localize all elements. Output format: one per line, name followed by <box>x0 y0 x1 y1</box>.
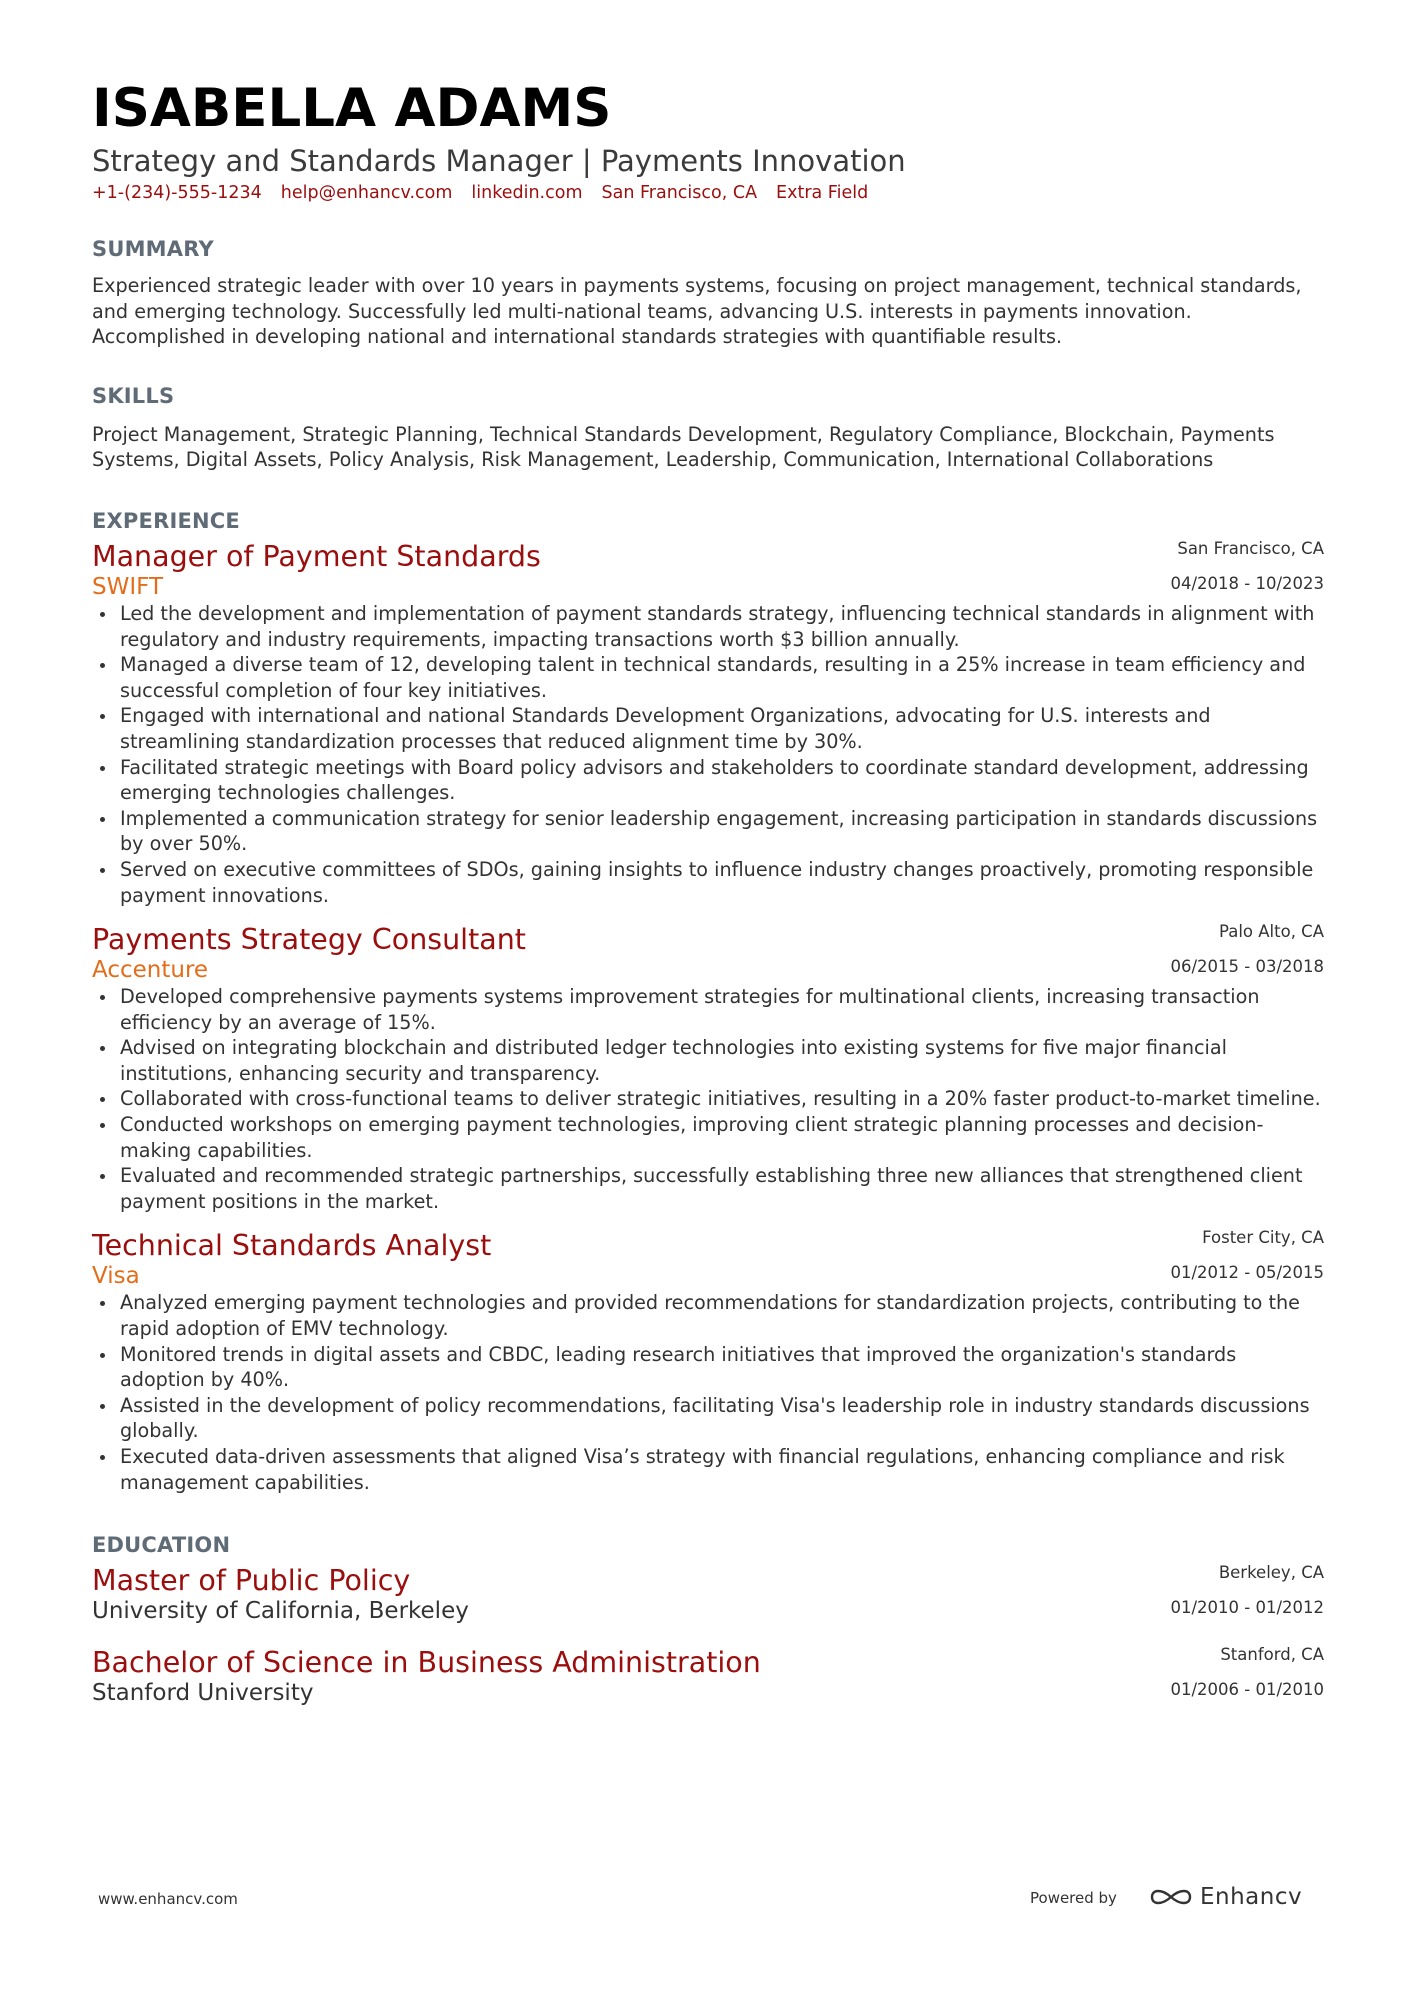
bullet-item <box>92 601 1324 652</box>
school-location: Berkeley, CA <box>1218 1563 1324 1583</box>
bullet-text: Managed a diverse team of 12, developing talent in technical standards, resulting in a 25% increase in team efficiency and successful completion of four key initiatives. <box>120 653 1306 702</box>
bullet-dot-icon <box>100 1301 105 1306</box>
experience-entry-header <box>92 535 1324 601</box>
school-name: Stanford University <box>92 1680 314 1707</box>
experience-section <box>92 507 1324 1495</box>
bullet-text: Analyzed emerging payment technologies and provided recommendations for standardization projects, contributing to the rapid adoption of EMV technology. <box>120 1291 1300 1341</box>
bullet-dot-icon <box>100 663 105 668</box>
job-location: Palo Alto, CA <box>1219 922 1324 942</box>
experience-entry <box>92 1224 1324 1495</box>
bullet-list <box>92 1290 1324 1495</box>
job-dates: 06/2015 - 03/2018 <box>1170 957 1324 977</box>
bullet-text: Served on executive committees of SDOs, gaining insights to influence industry changes proactively, promoting responsible payment innovations. <box>120 857 1314 907</box>
bullet-text: Led the development and implementation of payment standards strategy, influencing technical standards in alignment with regulatory and industry requirements, impacting transactions worth $3 billion annually. <box>120 601 1315 651</box>
experience-entry <box>92 535 1324 908</box>
bullet-item <box>92 1112 1324 1163</box>
bullet-item <box>92 1444 1324 1495</box>
bullet-item <box>92 755 1324 806</box>
bullet-dot-icon <box>100 766 105 771</box>
bullet-dot-icon <box>100 1174 105 1179</box>
summary-section <box>92 235 1324 350</box>
skills-text: Project Management, Strategic Planning, Technical Standards Development, Regulatory Compliance, Blockchain, Payments Systems, Digital Assets, Policy Analysis, Risk Management, Leadership, Communication, International Collaborations <box>92 422 1275 472</box>
bullet-text: Engaged with international and national Standards Development Organizations, advocating for U.S. interests and streamlining standardization processes that reduced alignment time by 30%. <box>120 704 1211 753</box>
summary-text: Experienced strategic leader with over 10 years in payments systems, focusing on project management, technical standards, and emerging technology. Successfully led multi-national teams, advancing U.S. interests in payments innovation. Accomplished in developing national and international standards strategies with quantifiable results. <box>92 274 1302 349</box>
job-title: Manager of Payment Standards <box>92 539 541 573</box>
education-dates: 01/2010 - 01/2012 <box>1170 1598 1324 1618</box>
experience-title: EXPERIENCE <box>92 508 240 533</box>
bullet-text: Evaluated and recommended strategic partnerships, successfully establishing three new alliances that strengthened client payment positions in the market. <box>120 1164 1303 1213</box>
bullet-dot-icon <box>100 612 105 617</box>
bullet-item <box>92 1393 1324 1444</box>
enhancv-logo[interactable] <box>1148 1884 1302 1910</box>
contact-extra-field: Extra Field <box>776 183 869 203</box>
bullet-text: Collaborated with cross-functional teams to deliver strategic initiatives, resulting in a 20% faster product-to-market timeline. <box>120 1087 1321 1111</box>
skills-section <box>92 382 1324 473</box>
bullet-text: Facilitated strategic meetings with Board policy advisors and stakeholders to coordinate standard development, addressing emerging technologies challenges. <box>120 755 1309 805</box>
enhancv-brand-text: Enhancv <box>1200 1884 1303 1910</box>
contact-location: San Francisco, CA <box>601 183 758 203</box>
job-location: San Francisco, CA <box>1177 538 1324 558</box>
education-entry-header <box>92 1641 1324 1709</box>
bullet-dot-icon <box>100 714 105 719</box>
resume-header <box>92 78 1324 205</box>
company-name: SWIFT <box>92 573 163 600</box>
degree-title: Master of Public Policy <box>92 1564 411 1598</box>
bullet-text: Developed comprehensive payments systems improvement strategies for multinational clients, increasing transaction efficiency by an average of 15%. <box>120 985 1260 1034</box>
bullet-item <box>92 652 1324 703</box>
bullet-item <box>92 984 1324 1035</box>
bullet-item <box>92 1290 1324 1341</box>
page-footer <box>0 1882 1410 1922</box>
enhancv-logo-icon <box>1148 1884 1194 1910</box>
education-title: EDUCATION <box>92 1533 231 1558</box>
education-entry <box>92 1641 1324 1709</box>
bullet-dot-icon <box>100 1455 105 1460</box>
bullet-dot-icon <box>100 1097 105 1102</box>
degree-title: Bachelor of Science in Business Administration <box>92 1646 761 1680</box>
job-title: Payments Strategy Consultant <box>92 923 526 957</box>
bullet-dot-icon <box>100 995 105 1000</box>
contact-email[interactable]: help@enhancv.com <box>280 183 453 203</box>
bullet-item <box>92 1086 1324 1112</box>
job-location: Foster City, CA <box>1202 1228 1324 1248</box>
bullet-list <box>92 984 1324 1214</box>
experience-entry <box>92 918 1324 1214</box>
bullet-dot-icon <box>100 817 105 822</box>
footer-website-link[interactable]: www.enhancv.com <box>98 1890 238 1908</box>
bullet-item <box>92 703 1324 754</box>
bullet-text: Conducted workshops on emerging payment technologies, improving client strategic planning processes and decision-making capabilities. <box>120 1113 1264 1162</box>
resume-page <box>92 78 1324 1709</box>
education-entry <box>92 1559 1324 1627</box>
bullet-item <box>92 1035 1324 1086</box>
bullet-text: Monitored trends in digital assets and CBDC, leading research initiatives that improved the organization's standards adoption by 40%. <box>120 1342 1237 1392</box>
footer-powered-by: Powered by <box>1030 1889 1117 1907</box>
bullet-dot-icon <box>100 1046 105 1051</box>
bullet-text: Implemented a communication strategy for senior leadership engagement, increasing participation in standards discussions by over 50%. <box>120 806 1318 856</box>
school-location: Stanford, CA <box>1220 1645 1324 1665</box>
contact-linkedin[interactable]: linkedin.com <box>471 183 583 203</box>
job-dates: 04/2018 - 10/2023 <box>1170 573 1324 593</box>
bullet-item <box>92 806 1324 857</box>
skills-title: SKILLS <box>92 383 175 408</box>
bullet-item <box>92 1163 1324 1214</box>
candidate-name: ISABELLA ADAMS <box>92 78 612 139</box>
bullet-dot-icon <box>100 1353 105 1358</box>
bullet-item <box>92 857 1324 908</box>
candidate-headline: Strategy and Standards Manager | Payments Innovation <box>92 144 906 178</box>
bullet-text: Executed data-driven assessments that aligned Visa’s strategy with financial regulations, enhancing compliance and risk management capabilities. <box>120 1445 1285 1494</box>
experience-entry-header <box>92 918 1324 984</box>
contact-row <box>92 181 1324 205</box>
bullet-dot-icon <box>100 1404 105 1409</box>
education-section <box>92 1531 1324 1709</box>
bullet-item <box>92 1342 1324 1393</box>
bullet-text: Advised on integrating blockchain and distributed ledger technologies into existing systems for five major financial institutions, enhancing security and transparency. <box>120 1036 1227 1085</box>
contact-phone[interactable]: +1-(234)-555-1234 <box>92 183 262 203</box>
bullet-text: Assisted in the development of policy recommendations, facilitating Visa's leadership role in industry standards discussions globally. <box>120 1393 1310 1443</box>
bullet-dot-icon <box>100 868 105 873</box>
bullet-dot-icon <box>100 1123 105 1128</box>
education-dates: 01/2006 - 01/2010 <box>1170 1680 1324 1700</box>
company-name: Accenture <box>92 957 209 984</box>
bullet-list <box>92 601 1324 908</box>
school-name: University of California, Berkeley <box>92 1598 469 1625</box>
job-dates: 01/2012 - 05/2015 <box>1170 1263 1324 1283</box>
experience-entry-header <box>92 1224 1324 1290</box>
education-entry-header <box>92 1559 1324 1627</box>
job-title: Technical Standards Analyst <box>92 1229 492 1263</box>
summary-title: SUMMARY <box>92 237 214 261</box>
company-name: Visa <box>92 1263 140 1290</box>
